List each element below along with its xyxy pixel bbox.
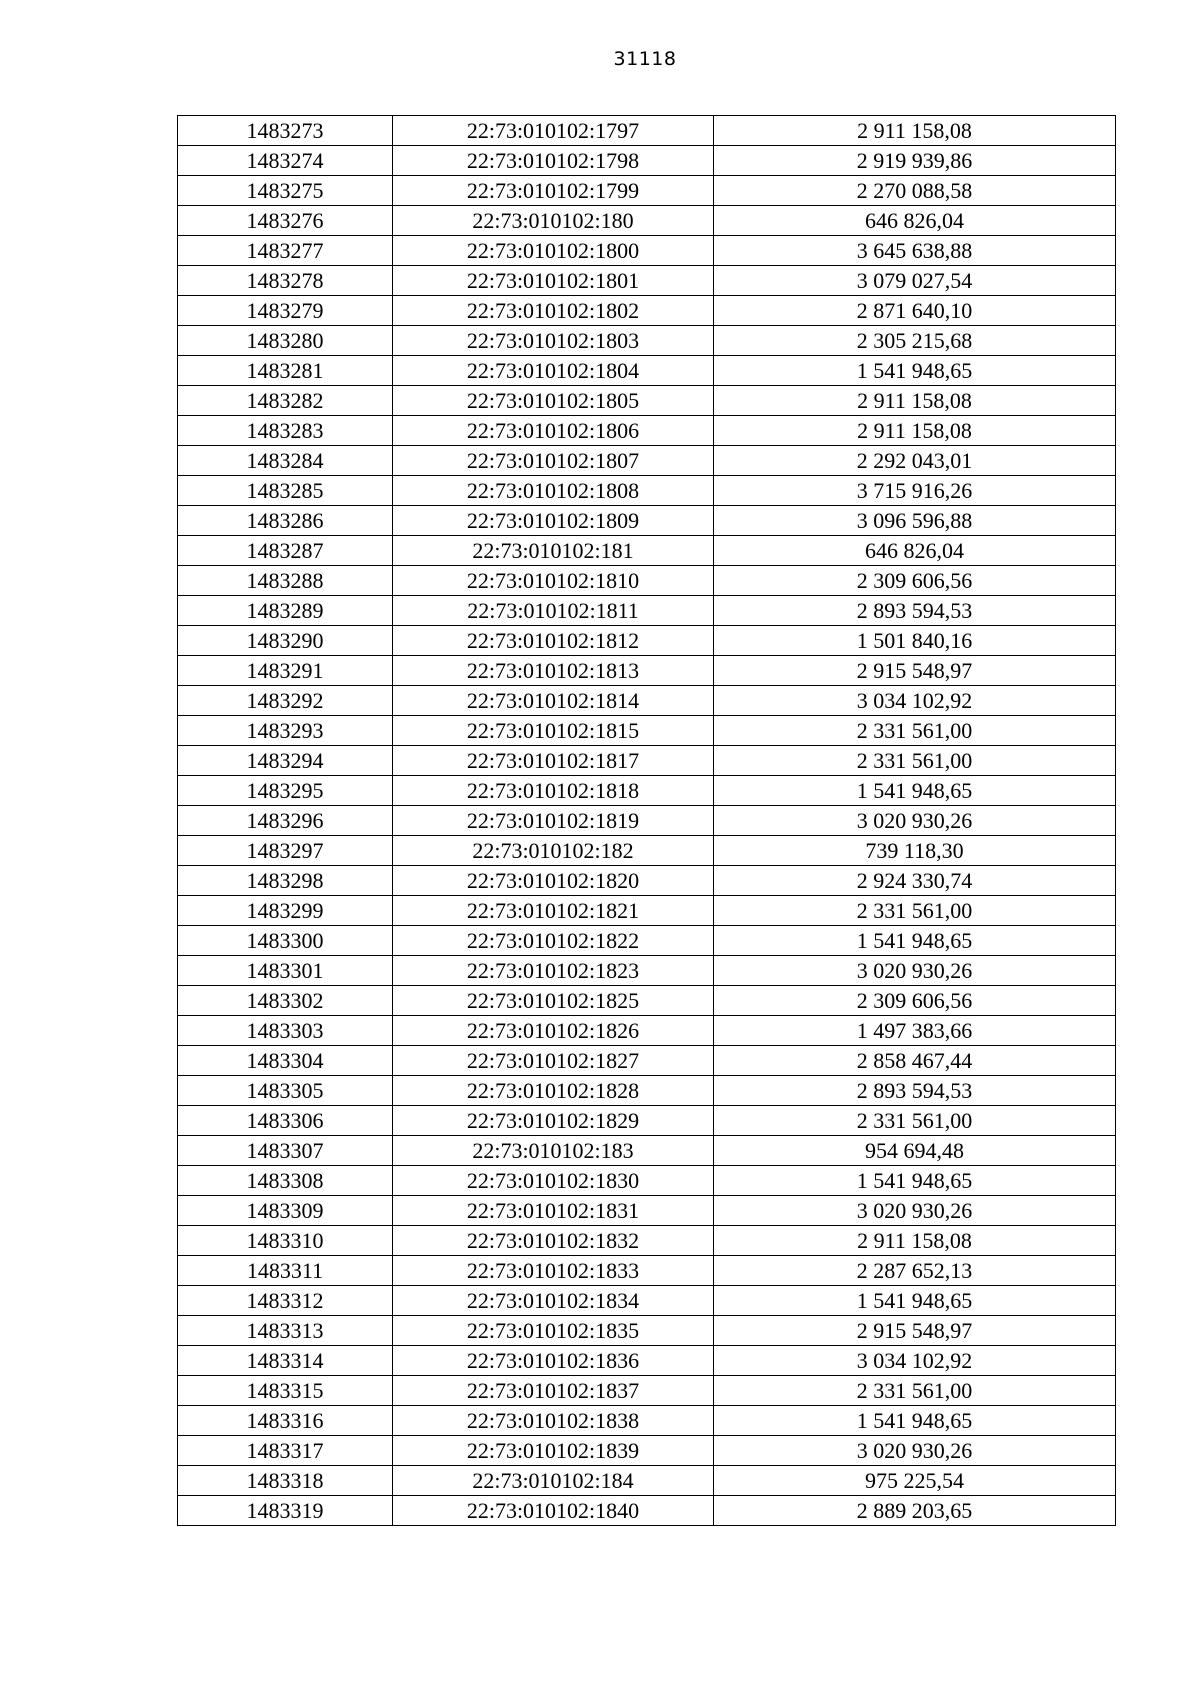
cadastral-number-cell: 22:73:010102:1838 bbox=[393, 1406, 714, 1436]
table-row bbox=[178, 1286, 1116, 1316]
cadastral-number-cell: 22:73:010102:1808 bbox=[393, 476, 714, 506]
table-row bbox=[178, 836, 1116, 866]
row-number-cell: 1483297 bbox=[178, 836, 393, 866]
row-number-cell: 1483300 bbox=[178, 926, 393, 956]
cadastral-number-cell: 22:73:010102:1800 bbox=[393, 236, 714, 266]
cadastral-number-cell: 22:73:010102:1826 bbox=[393, 1016, 714, 1046]
cadastral-number-cell: 22:73:010102:1834 bbox=[393, 1286, 714, 1316]
row-number-cell: 1483290 bbox=[178, 626, 393, 656]
table-row bbox=[178, 986, 1116, 1016]
cadastral-number-cell: 22:73:010102:1836 bbox=[393, 1346, 714, 1376]
row-number-cell: 1483308 bbox=[178, 1166, 393, 1196]
cadastral-number-cell: 22:73:010102:1814 bbox=[393, 686, 714, 716]
value-cell: 3 096 596,88 bbox=[714, 506, 1116, 536]
row-number-cell: 1483294 bbox=[178, 746, 393, 776]
table-row bbox=[178, 296, 1116, 326]
row-number-cell: 1483282 bbox=[178, 386, 393, 416]
value-cell: 3 079 027,54 bbox=[714, 266, 1116, 296]
cadastral-number-cell: 22:73:010102:1811 bbox=[393, 596, 714, 626]
cadastral-number-cell: 22:73:010102:1823 bbox=[393, 956, 714, 986]
table-row bbox=[178, 1256, 1116, 1286]
cadastral-number-cell: 22:73:010102:1818 bbox=[393, 776, 714, 806]
value-cell: 1 497 383,66 bbox=[714, 1016, 1116, 1046]
value-cell: 975 225,54 bbox=[714, 1466, 1116, 1496]
table-row bbox=[178, 1316, 1116, 1346]
row-number-cell: 1483280 bbox=[178, 326, 393, 356]
table-row bbox=[178, 1376, 1116, 1406]
row-number-cell: 1483281 bbox=[178, 356, 393, 386]
row-number-cell: 1483305 bbox=[178, 1076, 393, 1106]
table-row bbox=[178, 506, 1116, 536]
table-row bbox=[178, 266, 1116, 296]
value-cell: 739 118,30 bbox=[714, 836, 1116, 866]
cadastral-number-cell: 22:73:010102:1825 bbox=[393, 986, 714, 1016]
value-cell: 2 893 594,53 bbox=[714, 596, 1116, 626]
table-row bbox=[178, 566, 1116, 596]
value-cell: 2 331 561,00 bbox=[714, 1106, 1116, 1136]
cadastral-number-cell: 22:73:010102:183 bbox=[393, 1136, 714, 1166]
cadastral-number-cell: 22:73:010102:1837 bbox=[393, 1376, 714, 1406]
cadastral-number-cell: 22:73:010102:1820 bbox=[393, 866, 714, 896]
value-cell: 2 331 561,00 bbox=[714, 716, 1116, 746]
row-number-cell: 1483312 bbox=[178, 1286, 393, 1316]
row-number-cell: 1483298 bbox=[178, 866, 393, 896]
table-row bbox=[178, 656, 1116, 686]
cadastral-number-cell: 22:73:010102:181 bbox=[393, 536, 714, 566]
row-number-cell: 1483318 bbox=[178, 1466, 393, 1496]
table-row bbox=[178, 326, 1116, 356]
table-row bbox=[178, 1106, 1116, 1136]
value-cell: 2 911 158,08 bbox=[714, 416, 1116, 446]
table-row bbox=[178, 1136, 1116, 1166]
row-number-cell: 1483274 bbox=[178, 146, 393, 176]
cadastral-number-cell: 22:73:010102:1807 bbox=[393, 446, 714, 476]
value-cell: 3 020 930,26 bbox=[714, 1196, 1116, 1226]
table-row bbox=[178, 116, 1116, 146]
table-row bbox=[178, 776, 1116, 806]
row-number-cell: 1483285 bbox=[178, 476, 393, 506]
row-number-cell: 1483306 bbox=[178, 1106, 393, 1136]
table-row bbox=[178, 896, 1116, 926]
cadastral-number-cell: 22:73:010102:1839 bbox=[393, 1436, 714, 1466]
cadastral-number-cell: 22:73:010102:1832 bbox=[393, 1226, 714, 1256]
row-number-cell: 1483288 bbox=[178, 566, 393, 596]
row-number-cell: 1483299 bbox=[178, 896, 393, 926]
value-cell: 3 034 102,92 bbox=[714, 686, 1116, 716]
value-cell: 2 309 606,56 bbox=[714, 566, 1116, 596]
value-cell: 2 911 158,08 bbox=[714, 116, 1116, 146]
cadastral-number-cell: 22:73:010102:1819 bbox=[393, 806, 714, 836]
value-cell: 3 034 102,92 bbox=[714, 1346, 1116, 1376]
row-number-cell: 1483295 bbox=[178, 776, 393, 806]
cadastral-number-cell: 22:73:010102:1821 bbox=[393, 896, 714, 926]
value-cell: 1 541 948,65 bbox=[714, 1406, 1116, 1436]
value-cell: 2 292 043,01 bbox=[714, 446, 1116, 476]
table-body bbox=[178, 116, 1116, 1526]
row-number-cell: 1483315 bbox=[178, 1376, 393, 1406]
value-cell: 2 924 330,74 bbox=[714, 866, 1116, 896]
value-cell: 1 501 840,16 bbox=[714, 626, 1116, 656]
row-number-cell: 1483276 bbox=[178, 206, 393, 236]
table-row bbox=[178, 1076, 1116, 1106]
value-cell: 2 915 548,97 bbox=[714, 656, 1116, 686]
cadastral-number-cell: 22:73:010102:1840 bbox=[393, 1496, 714, 1526]
table-row bbox=[178, 746, 1116, 776]
table-row bbox=[178, 476, 1116, 506]
value-cell: 3 020 930,26 bbox=[714, 1436, 1116, 1466]
table-row bbox=[178, 956, 1116, 986]
table-row bbox=[178, 176, 1116, 206]
table-row bbox=[178, 716, 1116, 746]
value-cell: 2 919 939,86 bbox=[714, 146, 1116, 176]
table-row bbox=[178, 416, 1116, 446]
row-number-cell: 1483319 bbox=[178, 1496, 393, 1526]
value-cell: 1 541 948,65 bbox=[714, 1286, 1116, 1316]
value-cell: 646 826,04 bbox=[714, 536, 1116, 566]
row-number-cell: 1483275 bbox=[178, 176, 393, 206]
cadastral-number-cell: 22:73:010102:1806 bbox=[393, 416, 714, 446]
row-number-cell: 1483293 bbox=[178, 716, 393, 746]
cadastral-number-cell: 22:73:010102:1830 bbox=[393, 1166, 714, 1196]
table-row bbox=[178, 446, 1116, 476]
row-number-cell: 1483283 bbox=[178, 416, 393, 446]
table-row bbox=[178, 1046, 1116, 1076]
value-cell: 3 020 930,26 bbox=[714, 806, 1116, 836]
cadastral-number-cell: 22:73:010102:1798 bbox=[393, 146, 714, 176]
table-row bbox=[178, 926, 1116, 956]
row-number-cell: 1483284 bbox=[178, 446, 393, 476]
row-number-cell: 1483277 bbox=[178, 236, 393, 266]
value-cell: 954 694,48 bbox=[714, 1136, 1116, 1166]
cadastral-number-cell: 22:73:010102:1829 bbox=[393, 1106, 714, 1136]
cadastral-number-cell: 22:73:010102:1804 bbox=[393, 356, 714, 386]
table-row bbox=[178, 1226, 1116, 1256]
table-row bbox=[178, 806, 1116, 836]
cadastral-number-cell: 22:73:010102:184 bbox=[393, 1466, 714, 1496]
row-number-cell: 1483307 bbox=[178, 1136, 393, 1166]
table-row bbox=[178, 596, 1116, 626]
value-cell: 2 893 594,53 bbox=[714, 1076, 1116, 1106]
table-row bbox=[178, 536, 1116, 566]
row-number-cell: 1483317 bbox=[178, 1436, 393, 1466]
cadastral-number-cell: 22:73:010102:1799 bbox=[393, 176, 714, 206]
cadastral-number-cell: 22:73:010102:1831 bbox=[393, 1196, 714, 1226]
cadastral-number-cell: 22:73:010102:1797 bbox=[393, 116, 714, 146]
cadastral-number-cell: 22:73:010102:1827 bbox=[393, 1046, 714, 1076]
table-row bbox=[178, 1016, 1116, 1046]
cadastral-number-cell: 22:73:010102:1815 bbox=[393, 716, 714, 746]
table-row bbox=[178, 236, 1116, 266]
value-cell: 2 911 158,08 bbox=[714, 1226, 1116, 1256]
table-row bbox=[178, 626, 1116, 656]
cadastral-number-cell: 22:73:010102:180 bbox=[393, 206, 714, 236]
row-number-cell: 1483286 bbox=[178, 506, 393, 536]
value-cell: 3 645 638,88 bbox=[714, 236, 1116, 266]
value-cell: 2 331 561,00 bbox=[714, 896, 1116, 926]
table-row bbox=[178, 356, 1116, 386]
value-cell: 1 541 948,65 bbox=[714, 776, 1116, 806]
value-cell: 1 541 948,65 bbox=[714, 926, 1116, 956]
cadastral-number-cell: 22:73:010102:1822 bbox=[393, 926, 714, 956]
cadastral-number-cell: 22:73:010102:1835 bbox=[393, 1316, 714, 1346]
row-number-cell: 1483278 bbox=[178, 266, 393, 296]
cadastral-number-cell: 22:73:010102:1805 bbox=[393, 386, 714, 416]
cadastral-number-cell: 22:73:010102:1803 bbox=[393, 326, 714, 356]
cadastral-number-cell: 22:73:010102:1802 bbox=[393, 296, 714, 326]
table-row bbox=[178, 1466, 1116, 1496]
table-row bbox=[178, 1196, 1116, 1226]
row-number-cell: 1483301 bbox=[178, 956, 393, 986]
cadastral-number-cell: 22:73:010102:1817 bbox=[393, 746, 714, 776]
cadastral-number-cell: 22:73:010102:1833 bbox=[393, 1256, 714, 1286]
table-row bbox=[178, 1496, 1116, 1526]
row-number-cell: 1483309 bbox=[178, 1196, 393, 1226]
value-cell: 2 911 158,08 bbox=[714, 386, 1116, 416]
table-row bbox=[178, 206, 1116, 236]
row-number-cell: 1483279 bbox=[178, 296, 393, 326]
page-number: 31118 bbox=[613, 48, 677, 70]
row-number-cell: 1483310 bbox=[178, 1226, 393, 1256]
table-row bbox=[178, 1346, 1116, 1376]
row-number-cell: 1483287 bbox=[178, 536, 393, 566]
table-row bbox=[178, 146, 1116, 176]
value-cell: 646 826,04 bbox=[714, 206, 1116, 236]
table-row bbox=[178, 1166, 1116, 1196]
row-number-cell: 1483313 bbox=[178, 1316, 393, 1346]
value-cell: 1 541 948,65 bbox=[714, 1166, 1116, 1196]
value-cell: 2 331 561,00 bbox=[714, 746, 1116, 776]
value-cell: 2 270 088,58 bbox=[714, 176, 1116, 206]
value-cell: 2 331 561,00 bbox=[714, 1376, 1116, 1406]
cadastral-number-cell: 22:73:010102:1809 bbox=[393, 506, 714, 536]
row-number-cell: 1483311 bbox=[178, 1256, 393, 1286]
value-cell: 2 309 606,56 bbox=[714, 986, 1116, 1016]
cadastral-number-cell: 22:73:010102:1828 bbox=[393, 1076, 714, 1106]
row-number-cell: 1483302 bbox=[178, 986, 393, 1016]
table-row bbox=[178, 1406, 1116, 1436]
value-cell: 2 858 467,44 bbox=[714, 1046, 1116, 1076]
row-number-cell: 1483273 bbox=[178, 116, 393, 146]
cadastral-number-cell: 22:73:010102:1801 bbox=[393, 266, 714, 296]
value-cell: 3 020 930,26 bbox=[714, 956, 1116, 986]
row-number-cell: 1483304 bbox=[178, 1046, 393, 1076]
table-row bbox=[178, 866, 1116, 896]
value-cell: 2 287 652,13 bbox=[714, 1256, 1116, 1286]
cadastral-number-cell: 22:73:010102:1812 bbox=[393, 626, 714, 656]
row-number-cell: 1483292 bbox=[178, 686, 393, 716]
table-row bbox=[178, 686, 1116, 716]
value-cell: 2 305 215,68 bbox=[714, 326, 1116, 356]
row-number-cell: 1483316 bbox=[178, 1406, 393, 1436]
table-row bbox=[178, 1436, 1116, 1466]
data-table bbox=[177, 115, 1116, 1526]
row-number-cell: 1483296 bbox=[178, 806, 393, 836]
cadastral-number-cell: 22:73:010102:1813 bbox=[393, 656, 714, 686]
row-number-cell: 1483289 bbox=[178, 596, 393, 626]
cadastral-number-cell: 22:73:010102:182 bbox=[393, 836, 714, 866]
row-number-cell: 1483314 bbox=[178, 1346, 393, 1376]
row-number-cell: 1483303 bbox=[178, 1016, 393, 1046]
value-cell: 2 889 203,65 bbox=[714, 1496, 1116, 1526]
value-cell: 2 871 640,10 bbox=[714, 296, 1116, 326]
row-number-cell: 1483291 bbox=[178, 656, 393, 686]
table-row bbox=[178, 386, 1116, 416]
value-cell: 1 541 948,65 bbox=[714, 356, 1116, 386]
value-cell: 2 915 548,97 bbox=[714, 1316, 1116, 1346]
value-cell: 3 715 916,26 bbox=[714, 476, 1116, 506]
cadastral-number-cell: 22:73:010102:1810 bbox=[393, 566, 714, 596]
